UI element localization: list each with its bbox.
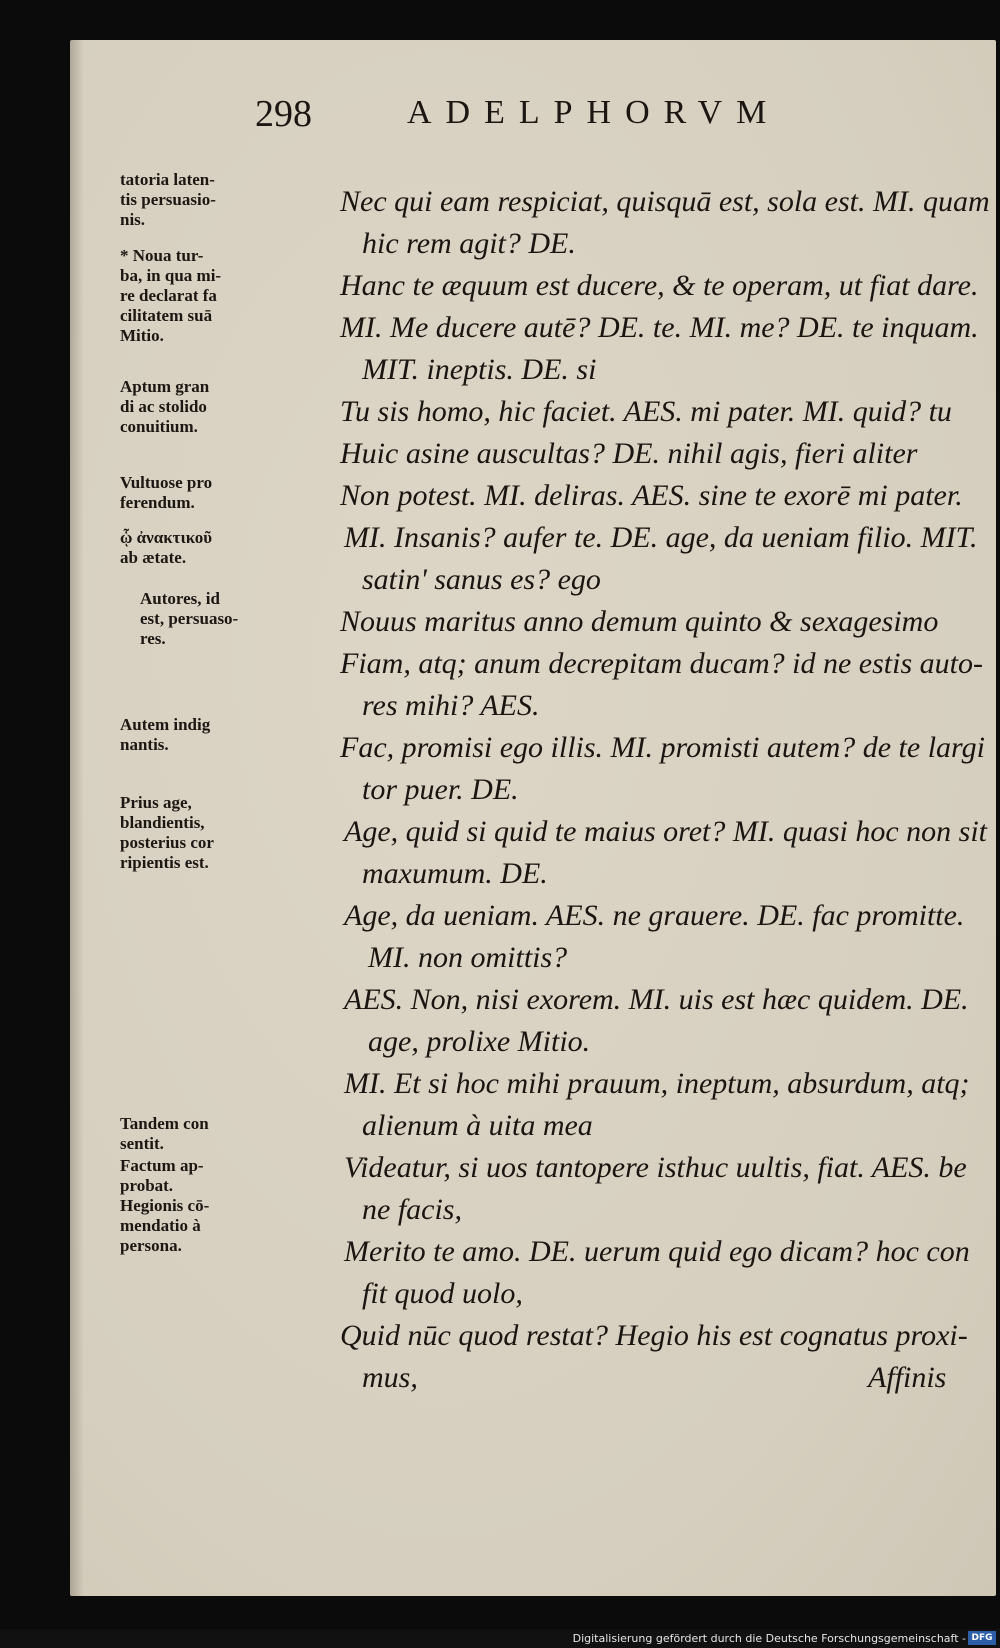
verse-line: ne facis, bbox=[362, 1193, 462, 1226]
margin-note: * Noua tur- ba, in qua mi- re declarat fa cilitatem suā Mitio. bbox=[120, 246, 222, 345]
verse-line: MI. Me ducere autē? DE. te. MI. me? DE. te inquam. bbox=[340, 311, 979, 344]
verse-line: mus, bbox=[362, 1361, 418, 1394]
verse-line: hic rem agit? DE. bbox=[362, 227, 576, 260]
funding-note: Digitalisierung gefördert durch die Deutsche Forschungsgemeinschaft - bbox=[572, 1632, 966, 1645]
verse-line: MI. Insanis? aufer te. DE. age, da ueniam filio. MIT. bbox=[344, 521, 978, 554]
margin-note: Tandem con sentit. bbox=[120, 1114, 209, 1153]
margin-note: Aptum gran di ac stolido conuitium. bbox=[120, 377, 210, 436]
verse-line: satin' sanus es? ego bbox=[362, 563, 601, 596]
verse-line: age, prolixe Mitio. bbox=[368, 1025, 591, 1058]
verse-line: Videatur, si uos tantopere isthuc uultis, fiat. AES. be bbox=[344, 1151, 967, 1184]
verse-line: Nouus maritus anno demum quinto & sexagesimo bbox=[340, 605, 939, 638]
verse-line: MI. non omittis? bbox=[368, 941, 568, 974]
margin-note: Vultuose pro ferendum. bbox=[120, 473, 213, 512]
verse-line: Huic asine auscultas? DE. nihil agis, fieri aliter bbox=[340, 437, 918, 470]
verse-line: MIT. ineptis. DE. si bbox=[362, 353, 597, 386]
margin-note: Factum ap- probat. bbox=[120, 1156, 204, 1195]
verse-line: Hanc te æquum est ducere, & te operam, ut fiat dare. bbox=[340, 269, 979, 302]
verse-line: Quid nūc quod restat? Hegio his est cognatus proxi- bbox=[340, 1319, 968, 1352]
verse-line: Fac, promisi ego illis. MI. promisti autem? de te largi bbox=[340, 731, 985, 764]
verse-line: Tu sis homo, hic faciet. AES. mi pater. MI. quid? tu bbox=[340, 395, 952, 428]
verse-line: alienum à uita mea bbox=[362, 1109, 593, 1142]
margin-note: Autem indig nantis. bbox=[120, 715, 211, 754]
verse-line: Age, quid si quid te maius oret? MI. quasi hoc non sit bbox=[344, 815, 988, 848]
verse-line: Non potest. MI. deliras. AES. sine te exorē mi pater. bbox=[340, 479, 963, 512]
verse-line: maxumum. DE. bbox=[362, 857, 548, 890]
verse-line: Merito te amo. DE. uerum quid ego dicam? hoc con bbox=[344, 1235, 970, 1268]
margin-note: tatoria laten- tis persuasio- nis. bbox=[120, 170, 216, 229]
margin-note: Hegionis cō- mendatio à persona. bbox=[120, 1196, 210, 1255]
verse-line: Fiam, atq; anum decrepitam ducam? id ne estis auto- bbox=[340, 647, 983, 680]
dfg-logo-icon: DFG bbox=[968, 1631, 996, 1645]
margin-note: Prius age, blandientis, posterius cor ripientis est. bbox=[120, 793, 214, 872]
page-number: 298 bbox=[255, 93, 312, 135]
verse-line: AES. Non, nisi exorem. MI. uis est hæc quidem. DE. bbox=[344, 983, 969, 1016]
verse-line: fit quod uolo, bbox=[362, 1277, 523, 1310]
verse-line: Age, da ueniam. AES. ne grauere. DE. fac promitte. bbox=[344, 899, 965, 932]
page-header bbox=[255, 92, 855, 142]
verse-line: tor puer. DE. bbox=[362, 773, 519, 806]
verse-line: res mihi? AES. bbox=[362, 689, 540, 722]
verse-line: MI. Et si hoc mihi prauum, ineptum, absurdum, atq; bbox=[344, 1067, 970, 1100]
margin-note: ᾧ ἀνακτικοῦ ab ætate. bbox=[120, 528, 213, 567]
page-gutter-shadow bbox=[70, 40, 84, 1596]
catchword: Affinis bbox=[868, 1361, 947, 1394]
running-title: ADELPHORVM bbox=[407, 94, 781, 131]
verse-line: Nec qui eam respiciat, quisquā est, sola est. MI. quam bbox=[340, 185, 990, 218]
margin-note: Autores, id est, persuaso- res. bbox=[140, 589, 239, 648]
